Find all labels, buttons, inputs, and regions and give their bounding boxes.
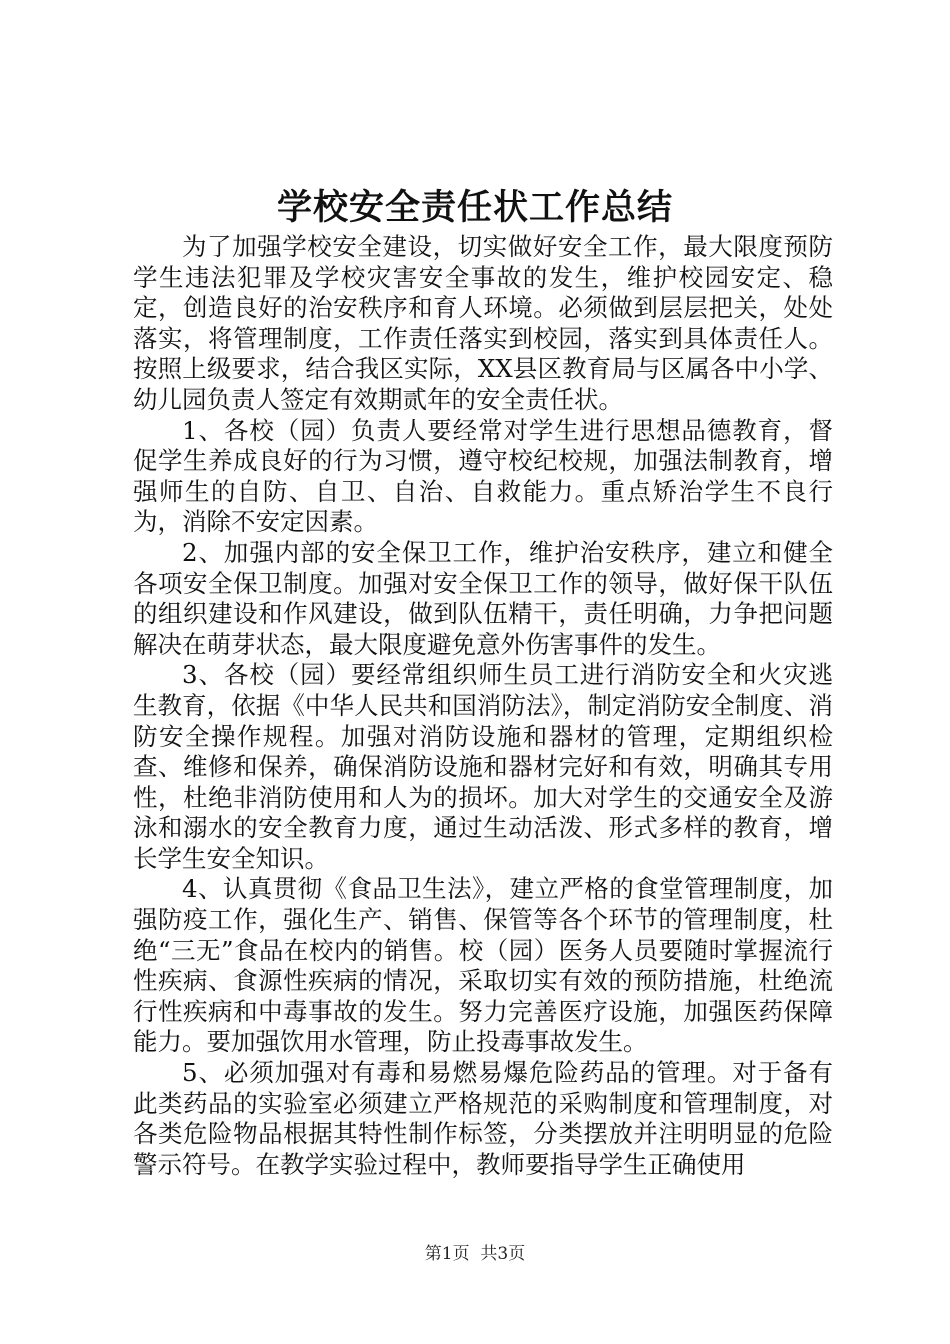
item-5-paragraph: 5、必须加强对有毒和易燃易爆危险药品的管理。对于备有此类药品的实验室必须建立严格规范的采购制度和管理制度，对各类危险物品根据其特性制作标签，分类摆放并注明明显的危险警示符号。在教学实验过程中，教师要指导学生正确使用 [133, 1058, 833, 1179]
intro-paragraph: 为了加强学校安全建设，切实做好安全工作，最大限度预防学生违法犯罪及学校灾害安全事故的发生，维护校园安定、稳定，创造良好的治安秩序和育人环境。必须做到层层把关，处处落实，将管理制度，工作责任落实到校园，落实到具体责任人。按照上级要求，结合我区实际，XX县区教育局与区属各中小学、幼儿园负责人签定有效期贰年的安全责任状。 [133, 232, 833, 414]
page-footer [0, 1242, 950, 1266]
item-4-paragraph: 4、认真贯彻《食品卫生法》，建立严格的食堂管理制度，加强防疫工作，强化生产、销售、保管等各个环节的管理制度，杜绝“三无”食品在校内的销售。校（园）医务人员要随时掌握流行性疾病、食源性疾病的情况，采取切实有效的预防措施，杜绝流行性疾病和中毒事故的发生。努力完善医疗设施，加强医药保障能力。要加强饮用水管理，防止投毒事故发生。 [133, 874, 833, 1057]
footer-spacer [470, 1244, 481, 1264]
document-body [133, 232, 833, 1180]
item-3-paragraph: 3、各校（园）要经常组织师生员工进行消防安全和火灾逃生教育，依据《中华人民共和国消防法》，制定消防安全制度、消防安全操作规程。加强对消防设施和器材的管理，定期组织检查、维修和保养，确保消防设施和器材完好和有效，明确其专用性，杜绝非消防使用和人为的损坏。加大对学生的交通安全及游泳和溺水的安全教育力度，通过生动活泼、形式多样的教育，增长学生安全知识。 [133, 660, 833, 873]
page-number-current: 第1页 [424, 1244, 470, 1264]
item-1-paragraph: 1、各校（园）负责人要经常对学生进行思想品德教育，督促学生养成良好的行为习惯，遵守校纪校规，加强法制教育，增强师生的自防、自卫、自治、自救能力。重点矫治学生不良行为，消除不安定因素。 [133, 415, 833, 537]
item-2-paragraph: 2、加强内部的安全保卫工作，维护治安秩序，建立和健全各项安全保卫制度。加强对安全保卫工作的领导，做好保干队伍的组织建设和作风建设，做到队伍精干，责任明确，力争把问题解决在萌芽状态，最大限度避免意外伤害事件的发生。 [133, 537, 833, 659]
page-number-total: 共3页 [480, 1244, 526, 1264]
document-title: 学校安全责任状工作总结 [276, 187, 673, 228]
